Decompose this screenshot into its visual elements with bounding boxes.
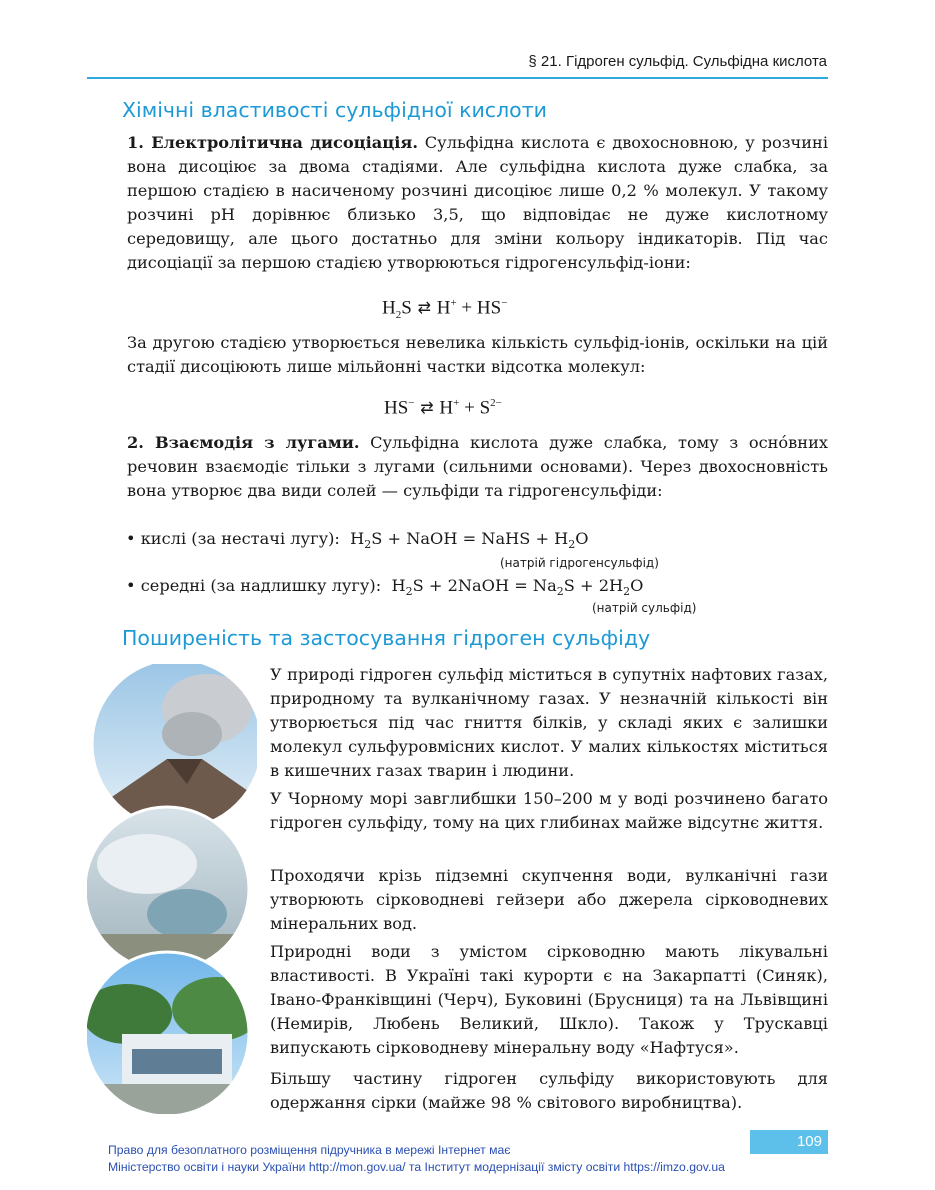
header-rule [87,77,828,79]
footer-line-2: Міністерство освіти і науки України http://mon.gov.ua/ та Інститут модернізації змісту освіти https://imzo.gov.ua [108,1160,725,1174]
paragraph-text: Сульфідна кислота дуже слабка, тому з оснóвних речовин взаємодіє тільки з лугами (сильними основами). Через двохосновність вона утворює два види солей — сульфіди та гідрогенсульфіди: [127,433,828,500]
occurrence-paragraph-4: Природні води з умістом сірководню мають лікувальні властивості. В Україні такі курорти є на Закарпатті (Синяк), Івано-Франківщині (Черч), Буковині (Брусниця) та на Львівщині (Немирів, Любень Великий, Шкло). Також у Трускавці випускають сірководневу мінеральну воду «Нафтуся». [270,942,828,1057]
equilibrium-arrows-icon: ⇄ [420,400,434,418]
salt-acid-label: • кислі (за нестачі лугу): [126,529,340,548]
salt-middle-label: • середні (за надлишку лугу): [126,576,382,595]
occurrence-paragraph-2: У Чорному морі завглибшки 150–200 м у воді розчинено багато гідроген сульфіду, тому на цих глибинах майже відсутнє життя. [270,789,828,832]
salt-acid-line: • кислі (за нестачі лугу): $H_2S$ + NaOH = NaHS + $H_2O$ [126,529,589,552]
equation-first-stage: $H_2S$ ⇄ H+ + HS− [382,297,508,322]
footer-line-1: Право для безоплатного розміщення підручника в мережі Інтернет має [108,1143,511,1157]
paragraph-dissociation [87,131,828,275]
running-head: § 21. Гідроген сульфід. Сульфідна кислота [528,53,827,70]
salt-middle-name: (натрій сульфід) [592,601,697,615]
occurrence-paragraph-3: Проходячи крізь підземні скупчення води, вулканічні гази утворюють сірководневі гейзери або джерела сірководневих мінеральних вод. [270,866,828,933]
salt-acid-name: (натрій гідрогенсульфід) [500,556,659,570]
equation-second-stage: HS− ⇄ $H^+ + S^{2-}$ [384,397,502,419]
section-title-occurrence: Поширеність та застосування гідроген сульфіду [122,626,651,650]
paragraph-heading: 1. Електролітична дисоціація. [127,133,418,152]
paragraph-heading: 2. Взаємодія з лугами. [127,433,360,452]
paragraph-text: Сульфідна кислота є двохосновною, у розчині вона дисоціює за двома стадіями. Але сульфідна кислота дуже слабка, за першою стадією в насиченому розчині дисоціює лише 0,2 % молекул. У такому розчині pH дорівнює близько 3,5, що відповідає не дуже кислотному середовищу, але цього достатньо для зміни кольору індикаторів. Під час дисоціації за першою стадією утворюються гідрогенсульфід-іони: [127,133,828,272]
paragraph-alkalis [87,431,828,503]
paragraph-text: За другою стадією утворюється невелика кількість сульфід-іонів, оскільки на цій стадії дисоціюють лише мільйонні частки відсотка молекул: [127,333,828,376]
photo-collage [87,664,257,1114]
occurrence-paragraph-5: Більшу частину гідроген сульфіду використовують для одержання сірки (майже 98 % світового виробництва). [270,1069,828,1112]
section-title-properties: Хімічні властивості сульфідної кислоти [122,98,547,122]
equilibrium-arrows-icon: ⇄ [417,300,431,318]
page-number: 109 [750,1130,828,1154]
occurrence-paragraph-1: У природі гідроген сульфід міститься в супутніх нафтових газах, природному та вулканічному газах. У незначній кількості він утворюється під час гниття білків, у складі яких є залишки молекул сульфуровмісних кислот. У малих кількостях міститься в кишечних газах тварин і людини. [270,665,828,780]
paragraph-second-stage [87,331,828,379]
salt-middle-line: • середні (за надлишку лугу): $H_2S$ + 2NaOH = $Na_2S + 2H_2O$ [126,576,644,599]
